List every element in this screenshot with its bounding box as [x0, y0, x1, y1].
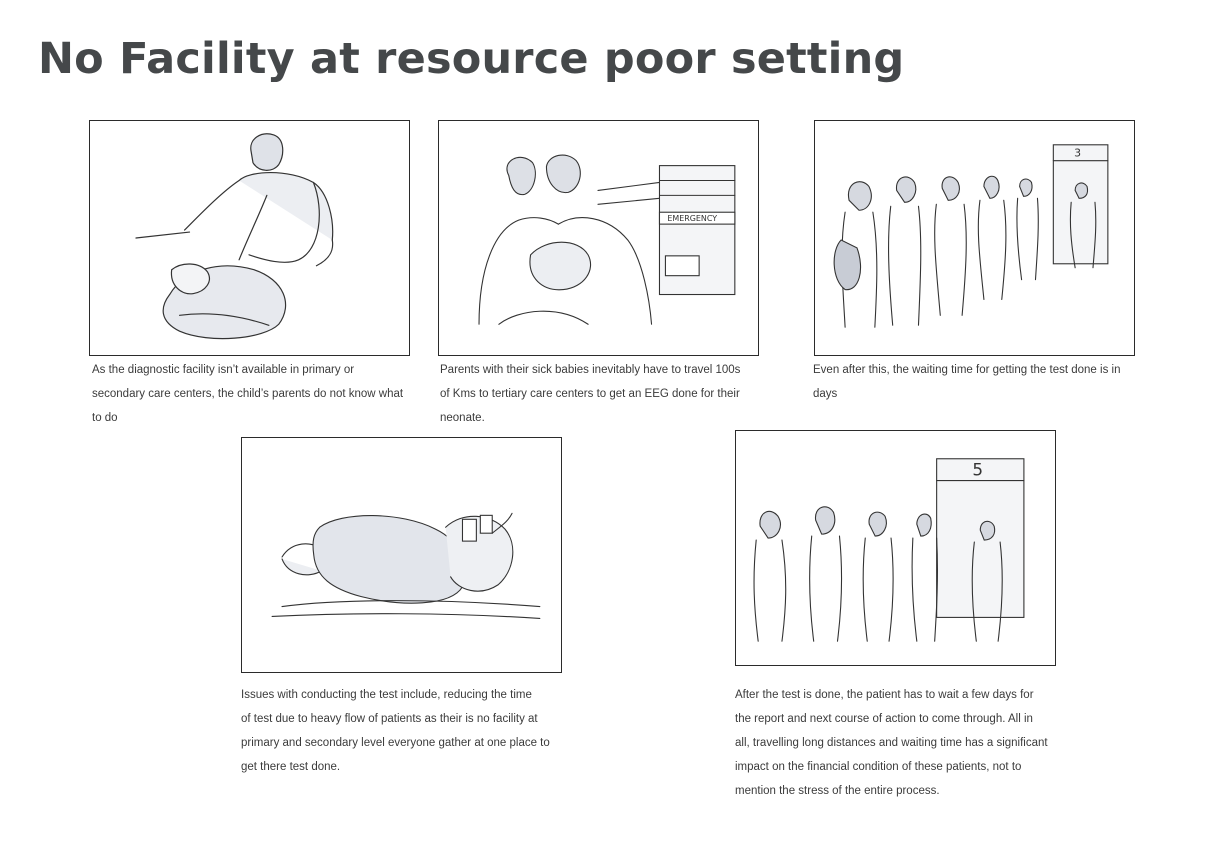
- page-title: No Facility at resource poor setting: [38, 34, 905, 84]
- caption-line: Even after this, the waiting time for getting the test done is in: [813, 364, 1121, 376]
- illustration-baby-eeg: [241, 437, 562, 673]
- sketch-baby-eeg: [242, 438, 561, 672]
- caption-line: to do: [92, 412, 118, 424]
- caption-line: neonate.: [440, 412, 485, 424]
- caption-panel-4: [241, 683, 550, 779]
- sketch-doctor-infant: [90, 121, 409, 355]
- sketch-queue-5: [736, 431, 1055, 665]
- caption-line: As the diagnostic facility isn’t available in primary or: [92, 364, 355, 376]
- caption-line: secondary care centers, the child’s parents do not know what: [92, 388, 404, 400]
- caption-line: of test due to heavy flow of patients as their is no facility at: [241, 713, 538, 725]
- caption-line: of Kms to tertiary care centers to get an EEG done for their: [440, 388, 740, 400]
- caption-line: all, travelling long distances and waiting time has a significant: [735, 737, 1048, 749]
- sketch-queue-3: [815, 121, 1134, 355]
- caption-line: mention the stress of the entire process.: [735, 785, 940, 797]
- caption-panel-3: [813, 358, 1120, 406]
- illustration-queue-counter-3: [814, 120, 1135, 356]
- caption-line: Parents with their sick babies inevitably have to travel 100s: [440, 364, 741, 376]
- illustration-parents-hospital: [438, 120, 759, 356]
- caption-panel-5: [735, 683, 1048, 803]
- sketch-parents-hospital: [439, 121, 758, 355]
- caption-line: Issues with conducting the test include, reducing the time: [241, 689, 532, 701]
- illustration-doctor-examining-infant: [89, 120, 410, 356]
- caption-line: After the test is done, the patient has to wait a few days for: [735, 689, 1034, 701]
- caption-line: get there test done.: [241, 761, 341, 773]
- caption-line: primary and secondary level everyone gather at one place to: [241, 737, 550, 749]
- counter-number: 5: [972, 459, 984, 480]
- caption-panel-2: [440, 358, 740, 430]
- caption-line: impact on the financial condition of these patients, not to: [735, 761, 1022, 773]
- illustration-queue-counter-5: [735, 430, 1056, 666]
- counter-number: 3: [1074, 146, 1082, 160]
- emergency-sign-text: EMERGENCY: [667, 214, 718, 224]
- caption-line: days: [813, 388, 838, 400]
- caption-panel-1: [92, 358, 403, 430]
- caption-line: the report and next course of action to come through. All in: [735, 713, 1033, 725]
